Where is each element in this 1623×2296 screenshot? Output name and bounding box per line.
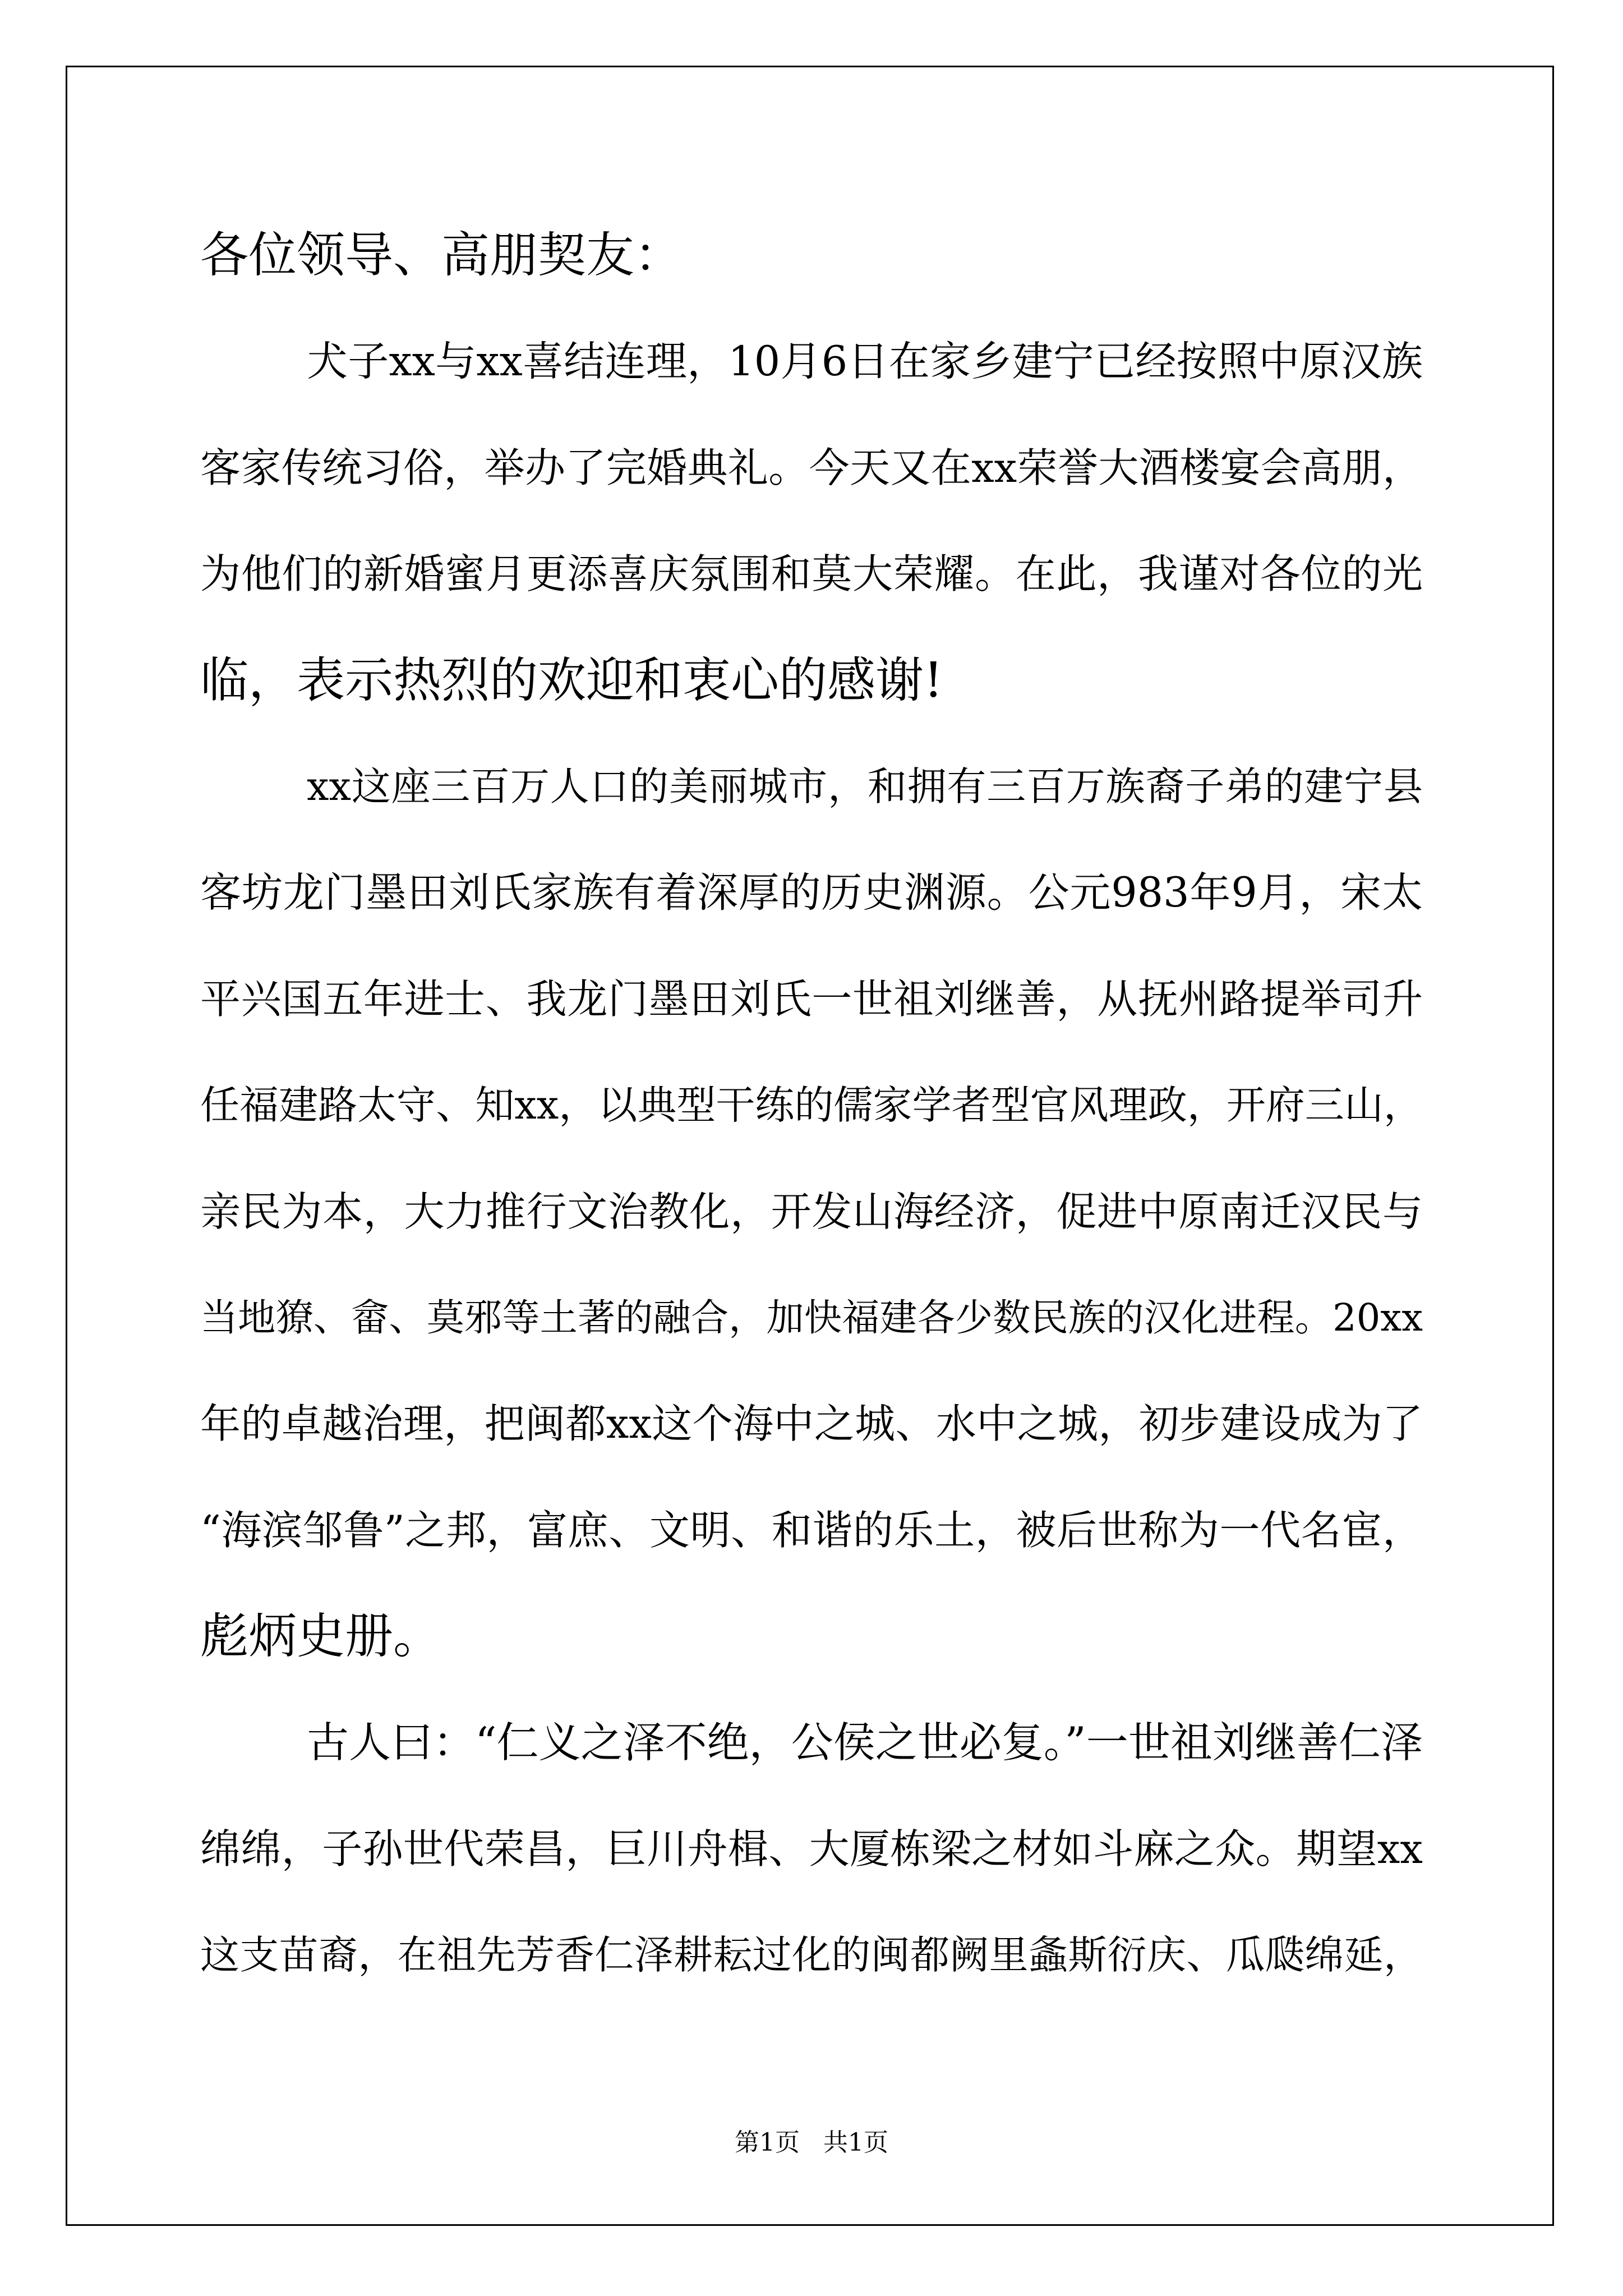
text-line: 各位领导、高朋契友： [200,227,683,283]
document-body [200,203,1423,2009]
text-line: 客坊龙门墨田刘氏家族有着深厚的历史渊源。公元983年9月，宋太 [200,869,1423,917]
text-line: 任福建路太守、知xx，以典型干练的儒家学者型官风理政，开府三山， [200,1082,1423,1129]
text-line: 古人曰：“仁义之泽不绝，公侯之世必复。”一世祖刘继善仁泽 [307,1718,1423,1768]
text-line: 当地獠、畲、莫邪等土著的融合，加快福建各少数民族的汉化进程。20xx [200,1295,1423,1340]
text-line: 亲民为本，大力推行文治教化，开发山海经济，促进中原南迁汉民与 [200,1188,1423,1235]
text-line: 为他们的新婚蜜月更添喜庆氛围和莫大荣耀。在此，我谨对各位的光 [200,550,1423,598]
text-line: 绵绵，子孙世代荣昌，巨川舟楫、大厦栋梁之材如斗麻之众。期望xx [200,1825,1423,1872]
text-line: xx这座三百万人口的美丽城市，和拥有三百万族裔子弟的建宁县 [307,763,1423,809]
text-line: 这支苗裔，在祖先芳香仁泽耕耘过化的闽都阙里螽斯衍庆、瓜瓞绵延， [200,1932,1423,1978]
text-line: 年的卓越治理，把闽都xx这个海中之城、水中之城，初步建设成为了 [200,1400,1423,1448]
page-footer [0,2126,1623,2160]
text-line: 客家传统习俗，举办了完婚典礼。今天又在xx荣誉大酒楼宴会高朋， [200,444,1423,491]
text-line: “海滨邹鲁”之邦，富庶、文明、和谐的乐土，被后世称为一代名宦， [200,1506,1423,1554]
text-line: 彪炳史册。 [200,1608,441,1665]
page-number-current: 第1页 [735,2128,800,2157]
text-line: 临，表示热烈的欢迎和衷心的感谢! [200,652,943,708]
text-line: 犬子xx与xx喜结连理，10月6日在家乡建宁已经按照中原汉族 [307,338,1423,386]
text-line: 平兴国五年进士、我龙门墨田刘氏一世祖刘继善，从抚州路提举司升 [200,975,1423,1023]
page-number-total: 共1页 [823,2128,888,2157]
